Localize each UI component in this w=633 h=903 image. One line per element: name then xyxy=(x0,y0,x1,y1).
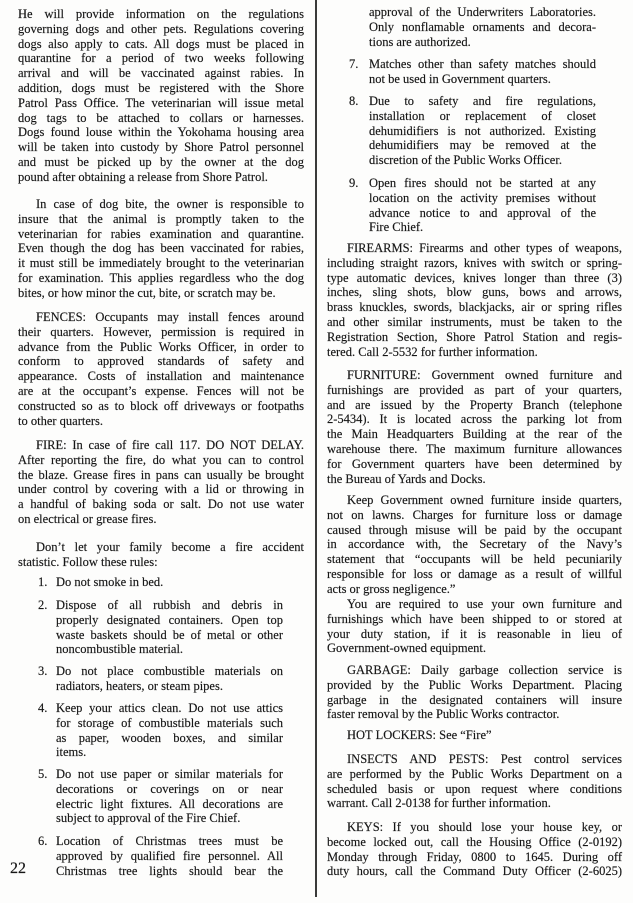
text-line: under control by covering with a lid or throwing in xyxy=(18,482,304,497)
text-line: inches, sling shots, blow guns, bows and arrows, xyxy=(327,285,622,300)
rule-text xyxy=(56,598,283,657)
text-line: veterinarian for rabies examination and quarantine. xyxy=(18,226,304,241)
rule-number: 7. xyxy=(349,57,359,71)
text-line: Matches other than safety matches should xyxy=(369,57,596,71)
text-line: advance notice to and approval of the xyxy=(369,205,596,220)
text-line: KEYS: If you should lose your house key, or xyxy=(347,820,622,834)
furniture-paragraph xyxy=(327,368,622,486)
text-line: Don’t let your family become a fire accident xyxy=(36,540,304,554)
text-line: advance from the Public Works Officer, in order to xyxy=(18,339,304,354)
text-line: INSECTS AND PESTS: Pest control services xyxy=(347,752,622,766)
text-line: HOT LOCKERS: See “Fire” xyxy=(347,728,492,742)
text-line: decorations or coverings on or near xyxy=(56,781,283,796)
text-line: their quarters. However, permission is required in xyxy=(18,324,304,339)
text-line: are performed by the Public Works Department on a xyxy=(327,766,622,781)
garbage-paragraph xyxy=(327,663,622,722)
fire-rule-5 xyxy=(38,767,283,826)
fences-paragraph xyxy=(18,310,304,428)
text-line: Keep Government owned furniture inside quarters, xyxy=(347,493,622,507)
rule-number: 2. xyxy=(38,598,48,612)
text-line: dehumidifiers may be removed at the xyxy=(369,138,596,153)
rule-number: 5. xyxy=(38,767,48,781)
text-line: approval of the Underwriters Laboratories. xyxy=(369,5,596,19)
text-line: dogs also apply to cats. All dogs must be placed in xyxy=(18,36,304,51)
firearms-paragraph xyxy=(327,241,622,359)
text-line: FIREARMS: Firearms and other types of weapons, xyxy=(347,241,622,255)
text-line: Dogs found louse within the Yokohama housing area xyxy=(18,125,304,140)
text-line: FURNITURE: Government owned furniture and xyxy=(347,368,622,382)
text-line: not on lawns. Charges for furniture loss or damage xyxy=(327,507,622,522)
text-line: He will provide information on the regulations xyxy=(18,7,304,21)
fire-paragraph xyxy=(18,438,304,527)
fire-rules-intro xyxy=(18,540,304,570)
text-line: as paper, wooden boxes, and similar xyxy=(56,730,283,745)
page-number: 22 xyxy=(10,860,26,877)
text-line: tions are authorized. xyxy=(369,34,471,49)
text-line: are at the occupant’s expense. Fences will not be xyxy=(18,383,304,398)
fire-rule-9 xyxy=(349,176,596,235)
text-line: waste baskets should be of metal or other xyxy=(56,627,283,642)
text-line: your duty station, if it is reasonable in lieu of xyxy=(327,626,622,641)
fire-rule-7 xyxy=(349,57,596,86)
text-line: noncombustible material. xyxy=(56,642,184,657)
text-line: and other similar instruments, must be taken to the xyxy=(327,314,622,329)
text-line: You are required to use your own furniture and xyxy=(347,597,622,611)
rule-text xyxy=(56,701,283,760)
text-line: it must still be immediately brought to the veterinarian xyxy=(18,256,304,271)
rule-text xyxy=(369,57,596,87)
text-line: including straight razors, knives with switch or spring- xyxy=(327,255,622,270)
rule-number: 1. xyxy=(38,575,48,589)
text-line: addition, dogs must be registered with the Shore xyxy=(18,80,304,95)
rule-text xyxy=(56,834,283,878)
rule-number: 8. xyxy=(349,94,359,108)
text-line: Dispose of all rubbish and debris in xyxy=(56,598,283,612)
hot-lockers-paragraph xyxy=(327,728,622,743)
text-line: Monday through Friday, 0800 to 1645. During off xyxy=(327,849,622,864)
text-line: Only nonflamable ornaments and decora- xyxy=(369,19,596,34)
text-line: to other quarters. xyxy=(18,413,104,428)
fire-rule-6-continued xyxy=(369,5,596,49)
text-line: Registration Section, Shore Patrol Station and regis- xyxy=(327,329,622,344)
text-line: properly designated containers. Open top xyxy=(56,612,283,627)
text-line: After reporting the fire, do what you can to control xyxy=(18,452,304,467)
rule-number: 4. xyxy=(38,701,48,715)
rule-text xyxy=(369,94,596,168)
text-line: In case of dog bite, the owner is responsible to xyxy=(36,197,304,211)
text-line: pound after obtaining a release from Shore Patrol. xyxy=(18,169,268,184)
text-line: Do not place combustible materials on xyxy=(56,664,283,678)
text-line: subject to approval of the Fire Chief. xyxy=(56,811,241,826)
text-line: location on the activity premises without xyxy=(369,190,596,205)
text-line: type automatic devices, knives longer than three (3) xyxy=(327,270,622,285)
text-line: a handful of baking soda or salt. Do not use water xyxy=(18,497,304,512)
text-line: the blaze. Grease fires in pans can usually be brought xyxy=(18,467,304,482)
text-line: garbage in the designated containers will insure xyxy=(327,692,622,707)
text-line: insure that the animal is promptly taken to the xyxy=(18,211,304,226)
text-line: scheduled basis or upon request where conditions xyxy=(327,781,622,796)
text-line: Open fires should not be started at any xyxy=(369,176,596,190)
text-line: not be used in Government quarters. xyxy=(369,71,551,86)
text-line: statistic. Follow these rules: xyxy=(18,554,158,569)
fire-rule-3 xyxy=(38,664,283,693)
text-line: Due to safety and fire regulations, xyxy=(369,94,596,108)
text-line: warehouse there. The maximum furniture allowances xyxy=(327,441,622,456)
text-line: warrant. Call 2-0138 for further information. xyxy=(327,796,551,811)
personal-furniture-paragraph xyxy=(327,597,622,656)
text-line: Even though the dog has been vaccinated for rabies, xyxy=(18,241,304,256)
text-line: items. xyxy=(56,745,87,760)
fire-rule-1 xyxy=(38,575,283,591)
text-line: Keep your attics clean. Do not use attics xyxy=(56,701,283,715)
rule-number: 9. xyxy=(349,176,359,190)
text-line: statement that “occupants will be held pecuniarily xyxy=(327,552,622,567)
fire-rule-4 xyxy=(38,701,283,760)
text-line: discretion of the Public Works Officer. xyxy=(369,153,562,168)
fire-rule-6 xyxy=(38,834,283,878)
column-divider xyxy=(315,0,317,897)
text-line: radiators, heaters, or steam pipes. xyxy=(56,678,223,693)
text-line: responsible for loss or damage as a result of willful xyxy=(327,566,622,581)
rule-text xyxy=(56,664,283,694)
text-line: Do not use paper or similar materials for xyxy=(56,767,283,781)
text-line: constructed so as to block off driveways or footpaths xyxy=(18,398,304,413)
text-line: brass knuckles, swords, blackjacks, air or spring rifles xyxy=(327,300,622,315)
pets-regulations-paragraph xyxy=(18,7,304,185)
text-line: for storage of combustible materials such xyxy=(56,715,283,730)
rule-text xyxy=(56,767,283,826)
text-line: Do not smoke in bed. xyxy=(56,575,164,589)
fire-rule-2 xyxy=(38,598,283,657)
text-line: Christmas tree lights should bear the xyxy=(56,863,283,878)
text-line: furnishings are provided as part of your quarters, xyxy=(327,382,622,397)
text-line: for Government quarters have been determined by xyxy=(327,456,622,471)
fire-rule-8 xyxy=(349,94,596,168)
text-line: Fire Chief. xyxy=(369,220,424,235)
text-line: installation or replacement of closet xyxy=(369,108,596,123)
text-line: provided by the Public Works Department. Placing xyxy=(327,677,622,692)
text-line: quarantine for a period of two weeks following xyxy=(18,51,304,66)
rule-text xyxy=(56,575,283,590)
keys-paragraph xyxy=(327,820,622,879)
insects-and-pests-paragraph xyxy=(327,752,622,811)
text-line: and are issued by the Property Branch (telephone xyxy=(327,397,622,412)
text-line: 2-5434). It is located across the parking lot from xyxy=(327,412,622,427)
text-line: acts or gross negligence.” xyxy=(327,581,456,596)
text-line: Location of Christmas trees must be xyxy=(56,834,283,848)
rule-number: 6. xyxy=(38,834,48,848)
text-line: for examination. This applies regardless who the dog xyxy=(18,270,304,285)
text-line: Patrol Pass Office. The veterinarian will issue metal xyxy=(18,95,304,110)
text-line: furnishings which have been shipped to or stored at xyxy=(327,611,622,626)
text-line: will be taken into custody by Shore Patrol personnel xyxy=(18,140,304,155)
text-line: the Main Headquarters Building at the rear of the xyxy=(327,427,622,442)
text-line: the Bureau of Yards and Docks. xyxy=(327,471,486,486)
text-line: GARBAGE: Daily garbage collection service is xyxy=(347,663,622,677)
text-line: duty hours, call the Command Duty Officer (2-6025) xyxy=(327,864,622,879)
text-line: approved by qualified fire personnel. All xyxy=(56,848,283,863)
furniture-care-paragraph xyxy=(327,493,622,597)
text-line: appearance. Costs of installation and maintenance xyxy=(18,369,304,384)
text-line: FIRE: In case of fire call 117. DO NOT DELAY. xyxy=(36,438,304,452)
rule-number: 3. xyxy=(38,664,48,678)
text-line: faster removal by the Public Works contractor. xyxy=(327,707,560,722)
text-line: become locked out, call the Housing Office (2-0192) xyxy=(327,834,622,849)
text-line: dog tags to be attached to collars or harnesses. xyxy=(18,110,304,125)
text-line: in accordance with, the Secretary of the Navy’s xyxy=(327,537,622,552)
rule-text xyxy=(369,176,596,235)
text-line: arrival and will be vaccinated against rabies. In xyxy=(18,66,304,81)
text-line: and must be picked up by the owner at the dog xyxy=(18,154,304,169)
text-line: bites, or how minor the cut, bite, or scratch may be. xyxy=(18,285,276,300)
text-line: Government-owned equipment. xyxy=(327,641,486,656)
text-line: dehumidifiers is not authorized. Existing xyxy=(369,123,596,138)
text-line: electric light fixtures. All decorations are xyxy=(56,796,283,811)
text-line: tered. Call 2-5532 for further information. xyxy=(327,344,538,359)
text-line: on electrical or grease fires. xyxy=(18,511,157,526)
text-line: caused through misuse will be paid by the occupant xyxy=(327,522,622,537)
text-line: conform to approved standards of safety and xyxy=(18,354,304,369)
text-line: FENCES: Occupants may install fences around xyxy=(36,310,304,324)
dog-bite-paragraph xyxy=(18,197,304,301)
text-line: governing dogs and other pets. Regulations covering xyxy=(18,21,304,36)
